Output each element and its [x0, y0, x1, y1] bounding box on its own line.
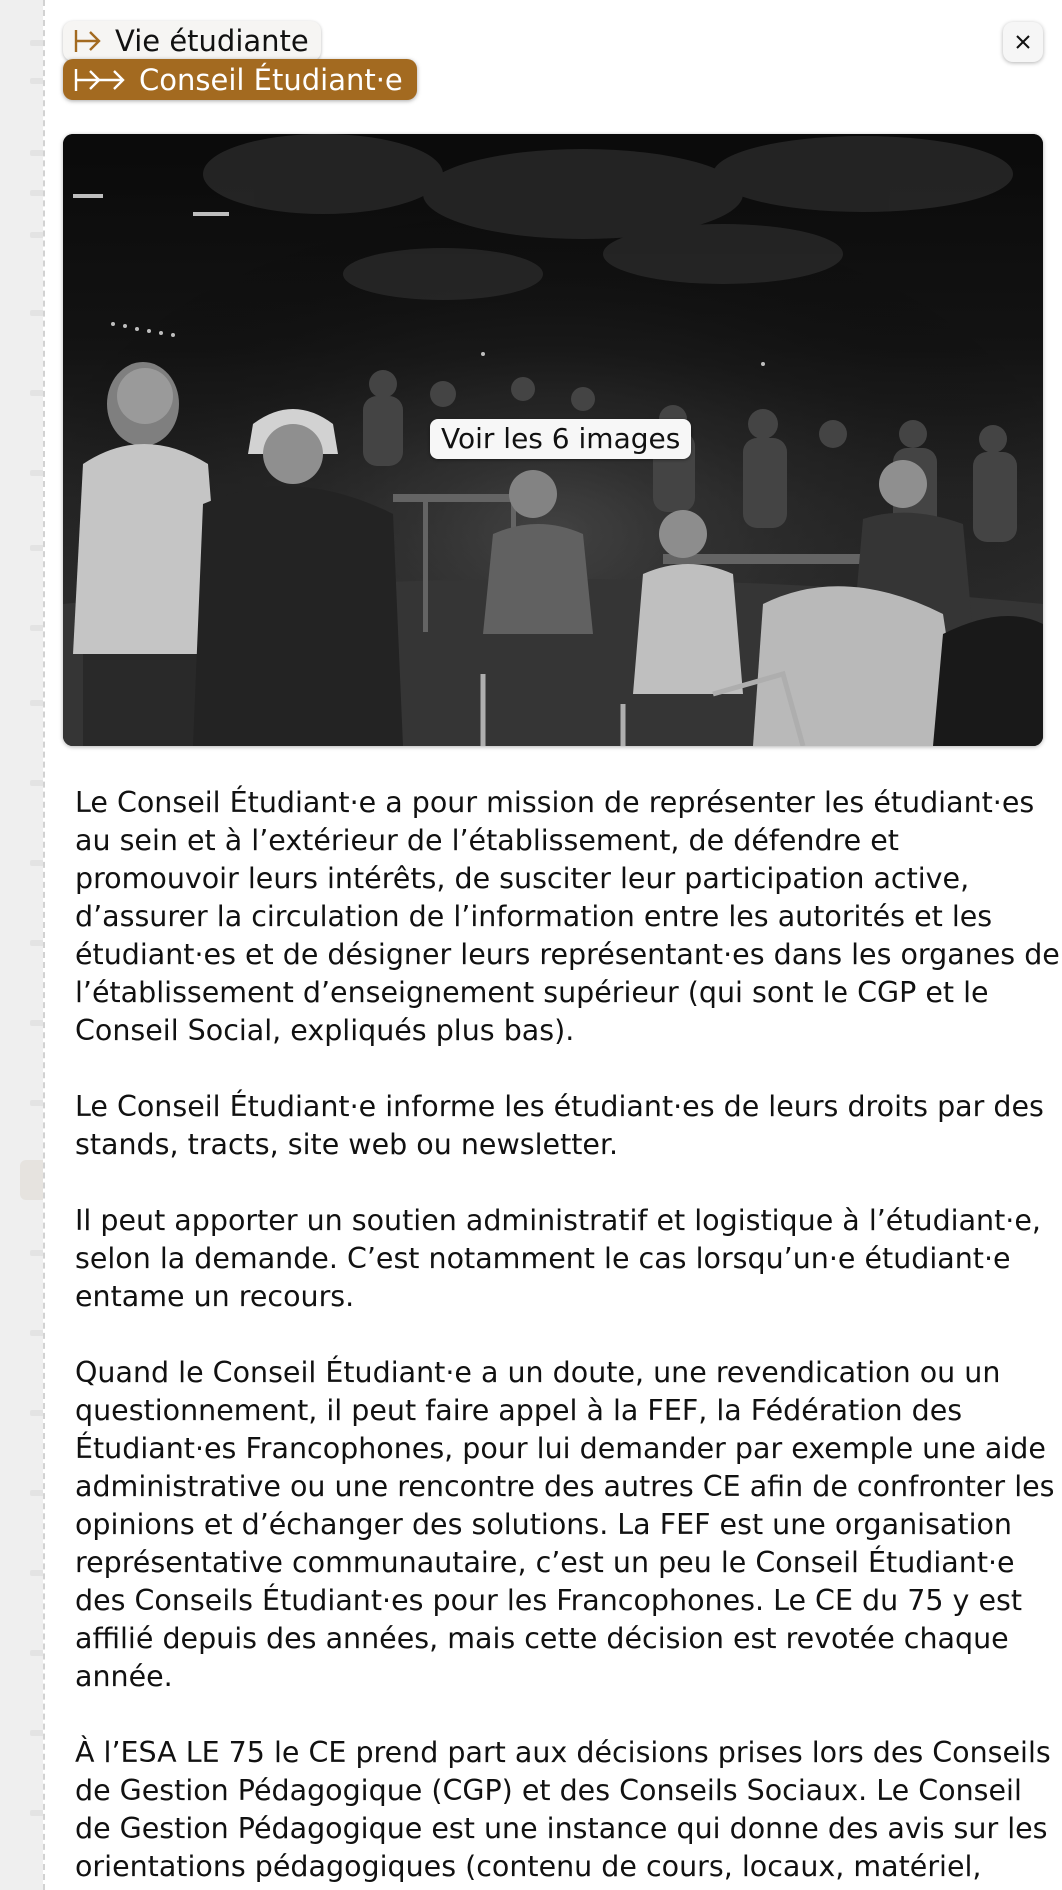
- background-element: [30, 1490, 44, 1496]
- background-element: [30, 150, 44, 156]
- background-element: [30, 545, 44, 551]
- background-element: [30, 700, 44, 706]
- background-element: [30, 1330, 44, 1336]
- background-element: [30, 1100, 44, 1106]
- background-element: [30, 1020, 44, 1026]
- background-element: [30, 390, 44, 396]
- paragraph: Il peut apporter un soutien administratif et logistique à l’étudiant·e, selon la demande. C’est notamment le cas lorsqu’un·e étudiant·e entame un recours.: [75, 1204, 1041, 1313]
- view-all-images-button[interactable]: Voir les 6 images: [430, 419, 691, 459]
- paragraph: Quand le Conseil Étudiant·e a un doute, une revendication ou un questionnement, il peut faire appel à la FEF, la Fédération des Étudiant·es Francophones, pour lui demander par exemple une aide administrative ou une rencontre des autres CE afin de confronter les opinions et d’échanger des solutions. La FEF est une organisation représentative communautaire, c’est un peu le Conseil Étudiant·e des Conseils Étudiant·es pour les Francophones. Le CE du 75 y est affilié depuis des années, mais cette décision est revotée chaque année.: [75, 1356, 1055, 1693]
- background-element: [30, 940, 44, 946]
- breadcrumb-conseil-etudiant[interactable]: [63, 59, 417, 100]
- background-element: [30, 1570, 44, 1576]
- article-body: [75, 784, 1062, 1890]
- paragraph: Le Conseil Étudiant·e informe les étudiant·es de leurs droits par des stands, tracts, site web ou newsletter.: [75, 1090, 1044, 1161]
- paragraph: À l’ESA LE 75 le CE prend part aux décisions prises lors des Conseils de Gestion Pédagogique (CGP) et des Conseils Sociaux. Le Conseil de Gestion Pédagogique est une instance qui donne des avis sur les orientations pédagogiques (contenu de cours, locaux, matériel,: [75, 1736, 1051, 1883]
- background-element: [30, 190, 44, 196]
- background-element: [30, 40, 44, 46]
- hero-photo[interactable]: [63, 134, 1043, 746]
- background-element: [30, 1650, 44, 1656]
- background-active-item: [20, 1160, 44, 1200]
- background-element: [30, 1730, 44, 1736]
- arrow-right-from-bar-icon: [73, 28, 103, 54]
- breadcrumb-label: Conseil Étudiant·e: [139, 62, 403, 97]
- background-element: [30, 625, 44, 631]
- background-element: [30, 232, 44, 238]
- background-element: [30, 1250, 44, 1256]
- background-element: [30, 470, 44, 476]
- breadcrumb-vie-etudiante[interactable]: [63, 21, 321, 61]
- background-element: [30, 1410, 44, 1416]
- background-element: [30, 860, 44, 866]
- background-element: [30, 780, 44, 786]
- paragraph: Le Conseil Étudiant·e a pour mission de représenter les étudiant·es au sein et à l’extérieur de l’établissement, de défendre et promouvoir leurs intérêts, de susciter leur participation active, d’assurer la circulation de l’information entre les autorités et les étudiant·es et de désigner leurs représentant·es dans les organes de l’établissement d’enseignement supérieur (qui sont le CGP et le Conseil Social, expliqués plus bas).: [75, 786, 1060, 1047]
- background-element: [30, 310, 44, 316]
- background-page: [0, 0, 44, 1890]
- double-arrow-right-icon: [73, 67, 127, 93]
- detail-panel: [43, 0, 1062, 1890]
- close-button[interactable]: [1003, 22, 1043, 62]
- breadcrumb-label: Vie étudiante: [115, 24, 309, 58]
- background-element: [30, 78, 44, 84]
- close-icon: [1014, 33, 1032, 51]
- background-element: [30, 1810, 44, 1816]
